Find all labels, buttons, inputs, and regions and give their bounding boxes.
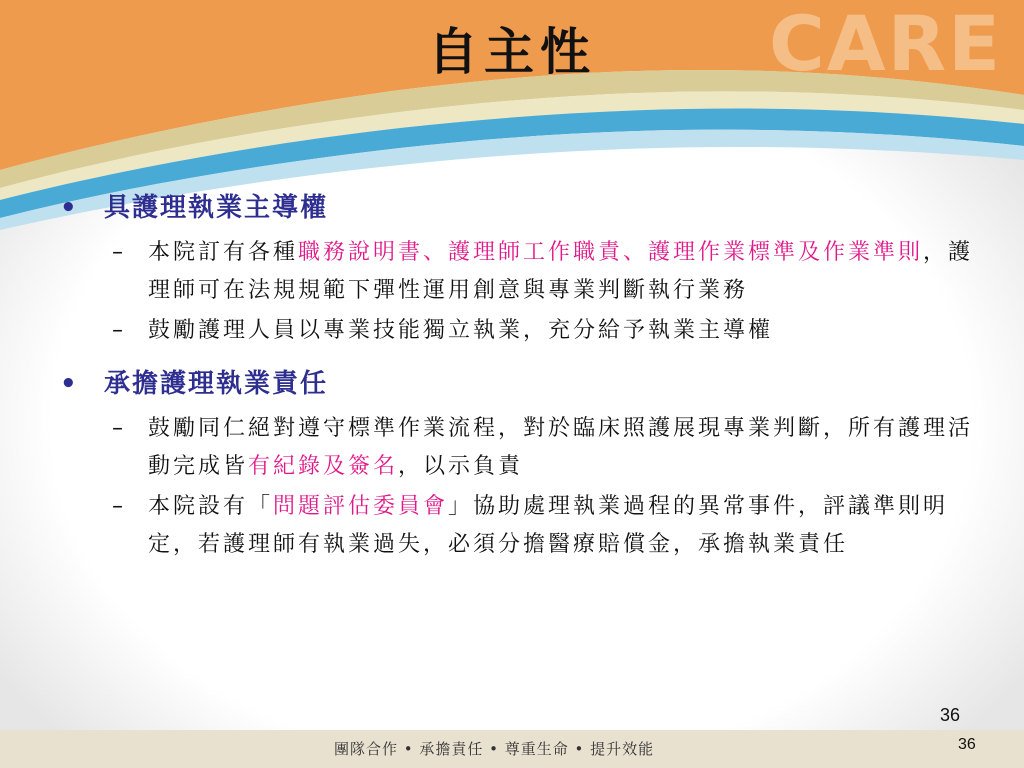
dash-icon: – [112,240,126,265]
footer-page-number: 36 [958,736,976,753]
sub-bullet-text: 本院設有「 [148,494,274,519]
dash-icon: – [112,318,126,343]
sub-bullet-text: ，護理師可在法規規範下彈性運用創意與專業判斷執行業務 [148,240,974,303]
bullet-dot-icon: • [60,193,79,223]
slide-title: 自主性 [428,22,596,81]
highlight-text: 問題評估委員會 [273,494,449,519]
footer-motto: 團隊合作 • 承擔責任 • 尊重生命 • 提升效能 [334,740,655,758]
sub-bullet-text: ，以示負責 [398,454,524,479]
care-logo: CARE [768,0,1002,88]
slide-content [58,190,988,566]
sub-bullet [102,312,988,350]
dash-icon: – [112,494,126,519]
sub-bullet-text: 本院訂有各種 [148,240,299,265]
sub-bullet-text: 鼓勵護理人員以專業技能獨立執業，充分給予執業主導權 [148,318,774,343]
highlight-text: 有紀錄及簽名 [248,454,399,479]
sub-bullet [102,410,988,486]
sub-bullet [102,488,988,564]
bullet-heading [58,366,988,402]
bullet-dot-icon: • [60,369,79,399]
dash-icon: – [112,416,126,441]
heading-text: 具護理執業主導權 [104,193,329,223]
heading-text: 承擔護理執業責任 [104,369,329,399]
sub-bullet-text: 」協助處理執業過程的異常事件，評議準則明定，若護理師有執業過失，必須分擔醫療賠償金，承擔執業責任 [148,494,949,557]
footer-bar [0,730,1024,768]
sub-bullet-text: 鼓勵同仁絕對遵守標準作業流程，對於臨床照護展現專業判斷，所有護理活動完成皆 [148,416,974,479]
highlight-text: 職務說明書、護理師工作職責、護理作業標準及作業準則 [298,240,924,265]
bullet-heading [58,190,988,226]
sub-bullet [102,234,988,310]
page-number: 36 [940,705,961,725]
